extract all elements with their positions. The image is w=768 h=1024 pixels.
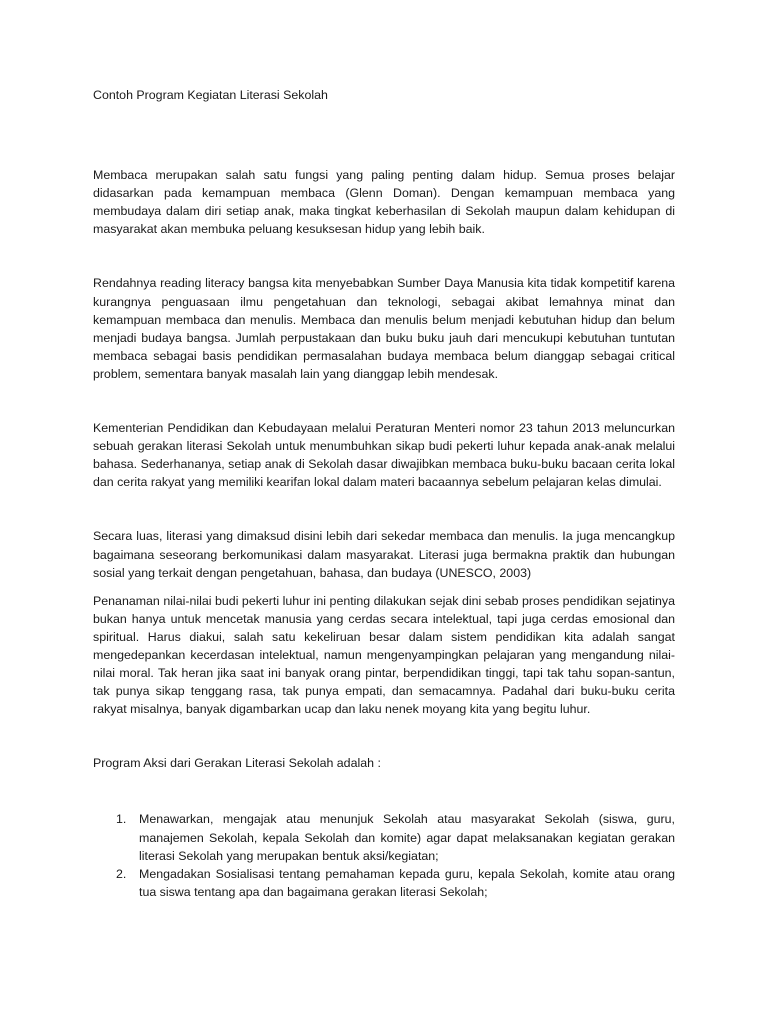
program-list	[93, 810, 675, 900]
list-item-number: 2.	[116, 866, 127, 881]
paragraph-budi-pekerti: Penanaman nilai-nilai budi pekerti luhur ini penting dilakukan sejak dini sebab proses pendidikan sejatinya bukan hanya untuk mencetak manusia yang cerdas secara intelektual, tapi juga cerdas emosional dan spiritual. Harus diakui, salah satu kekeliruan besar dalam sistem pendidikan kita adalah sangat mengedepankan kecerdasan intelektual, namun mengenyampingkan pelajaran yang mengandung nilai-nilai moral. Tak heran jika saat ini banyak orang pintar, berpendidikan tinggi, tapi tak tahu sopan-santun, tak punya sikap tenggang rasa, tak punya empati, dan semacamnya. Padahal dari buku-buku cerita rakyat misalnya, banyak digambarkan ucap dan laku nenek moyang kita yang begitu luhur.	[93, 593, 675, 717]
paragraph-membaca: Membaca merupakan salah satu fungsi yang paling penting dalam hidup. Semua proses belajar didasarkan pada kemampuan membaca (Glenn Doman). Dengan kemampuan membaca yang membudaya dalam diri setiap anak, maka tingkat keberhasilan di Sekolah maupun dalam kehidupan di masyarakat akan membuka peluang kesuksesan hidup yang lebih baik.	[93, 168, 675, 237]
document-body	[93, 86, 675, 901]
paragraph-kementerian: Kementerian Pendidikan dan Kebudayaan melalui Peraturan Menteri nomor 23 tahun 2013 meluncurkan sebuah gerakan literasi Sekolah untuk menumbuhkan sikap budi pekerti luhur kepada anak-anak melalui bahasa. Sederhananya, setiap anak di Sekolah dasar diwajibkan membaca buku-buku bacaan cerita lokal dan cerita rakyat yang memiliki kearifan lokal dalam materi bacaannya sebelum pelajaran kelas dimulai.	[93, 421, 675, 490]
document-title: Contoh Program Kegiatan Literasi Sekolah	[93, 88, 328, 102]
paragraph-literasi-luas: Secara luas, literasi yang dimaksud disini lebih dari sekedar membaca dan menulis. Ia juga mencangkup bagaimana seseorang berkomunikasi dalam masyarakat. Literasi juga bermakna praktik dan hubungan sosial yang terkait dengan pengetahuan, bahasa, dan budaya (UNESCO, 2003)	[93, 529, 675, 580]
list-item	[93, 865, 675, 901]
list-item-number: 1.	[116, 812, 127, 827]
list-item-text: Mengadakan Sosialisasi tentang pemahaman kepada guru, kepala Sekolah, komite atau orang tua siswa tentang apa dan bagaimana gerakan literasi Sekolah;	[139, 866, 675, 899]
paragraph-reading-literacy: Rendahnya reading literacy bangsa kita menyebabkan Sumber Daya Manusia kita tidak kompetitif karena kurangnya penguasaan ilmu pengetahuan dan teknologi, sebagai akibat lemahnya minat dan kemampuan membaca dan menulis. Membaca dan menulis belum menjadi kebutuhan hidup dan belum menjadi budaya bangsa. Jumlah perpustakaan dan buku buku jauh dari mencukupi kebutuhan tuntutan membaca sebagai basis pendidikan permasalahan budaya membaca belum dianggap sebagai critical problem, sementara banyak masalah lain yang dianggap lebih mendesak.	[93, 276, 675, 381]
list-item-text: Menawarkan, mengajak atau menunjuk Sekolah atau masyarakat Sekolah (siswa, guru, manajemen Sekolah, kepala Sekolah dan komite) agar dapat melaksanakan kegiatan gerakan literasi Sekolah yang merupakan bentuk aksi/kegiatan;	[139, 812, 675, 863]
program-heading: Program Aksi dari Gerakan Literasi Sekolah adalah :	[93, 756, 381, 771]
list-item	[93, 810, 675, 864]
